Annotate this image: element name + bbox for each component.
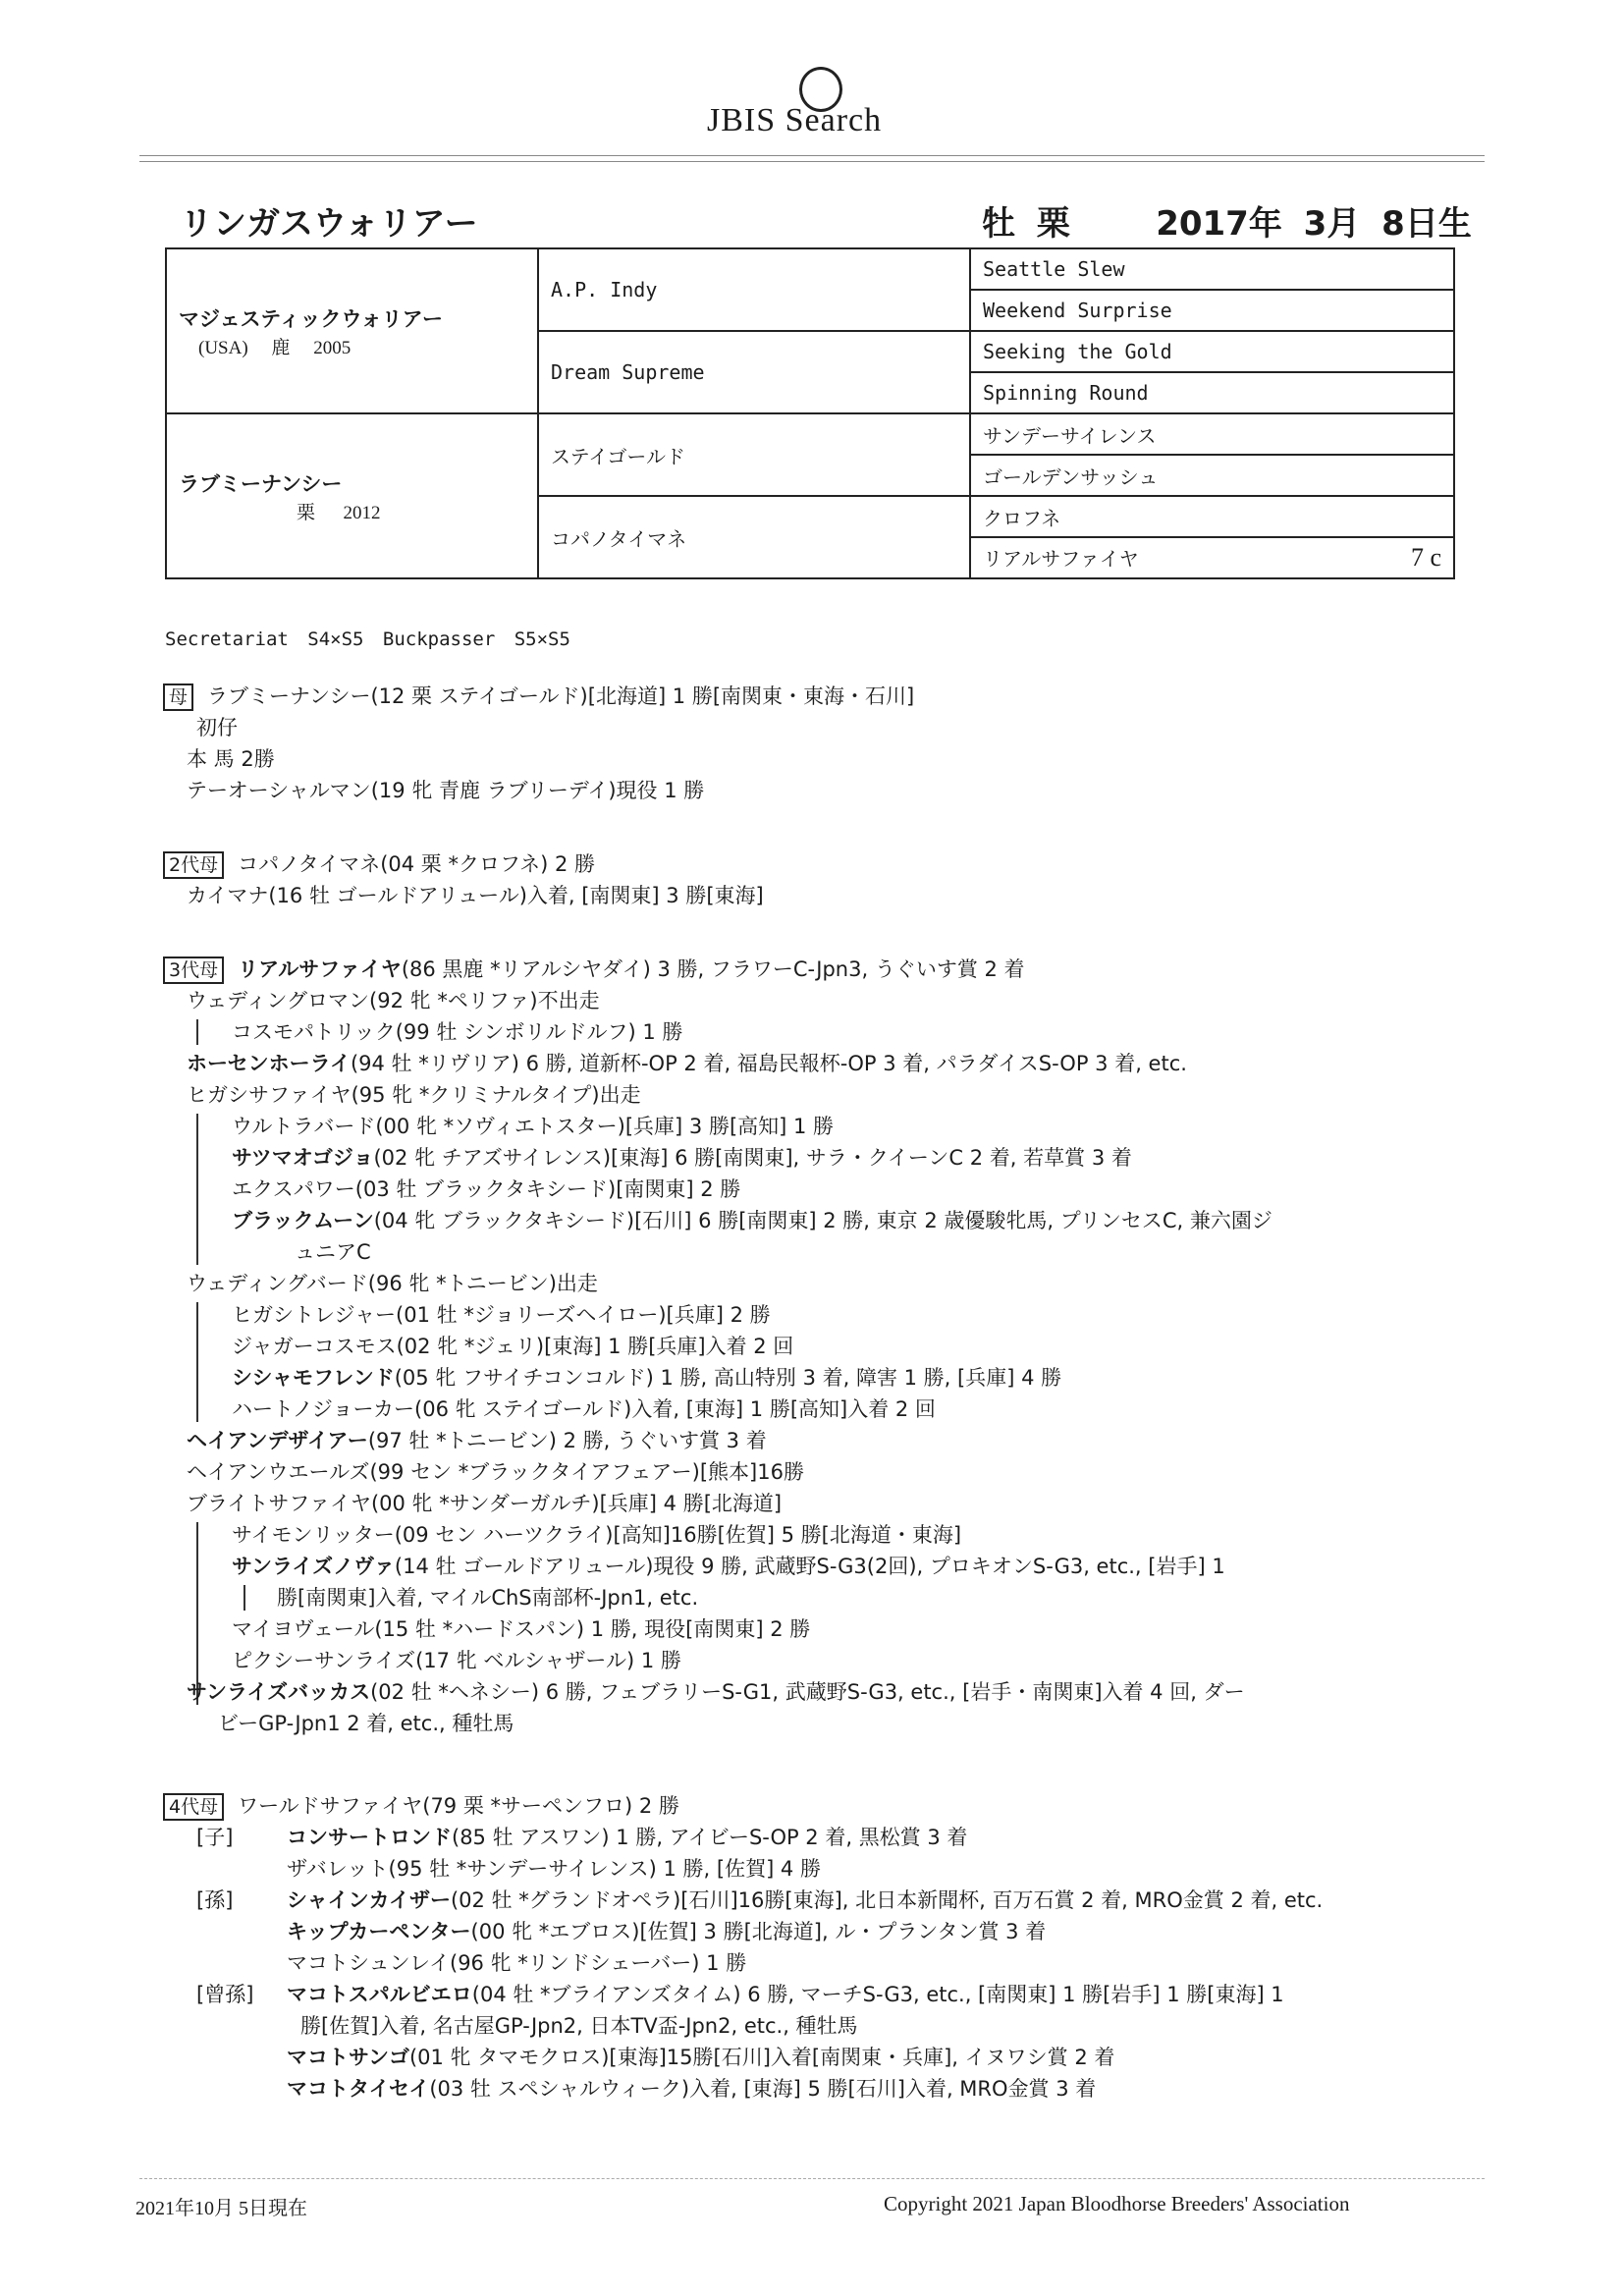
list-item: サンライズバッカス(02 牡 *ヘネシー) 6 勝, フェブラリーS-G1, 武蔵野S-G3, etc., [岩手・南関東]入着 4 回, ダー [187, 1680, 1245, 1704]
list-item: ハートノジョーカー(06 牝 ステイゴールド)入着, [東海] 1 勝[高知]入着 2 回 [232, 1397, 936, 1421]
list-item: ブライトサファイヤ(00 牝 *サンダーガルチ)[兵庫] 4 勝[北海道] [187, 1492, 783, 1515]
horse-info: 牡 栗 2017年 3月 8日生 [982, 204, 1472, 244]
header-rule [139, 155, 1485, 156]
list-item: マコトスパルビエロ(04 牡 *ブライアンズタイム) 6 勝, マーチS-G3, etc., [南関東] 1 勝[岩手] 1 勝[東海] 1 [287, 1983, 1284, 2006]
pedigree-table [165, 247, 1455, 579]
tree-bar [196, 1019, 198, 1045]
list-item: ュニアC [295, 1240, 371, 1264]
list-item: マイヨヴェール(15 牡 *ハードスパン) 1 勝, 現役[南関東] 2 勝 [232, 1617, 811, 1641]
tree-bar [196, 1114, 198, 1265]
list-item: 勝[南関東]入着, マイルChS南部杯-Jpn1, etc. [277, 1586, 699, 1610]
list-item: サンライズノヴァ(14 牡 ゴールドアリュール)現役 9 勝, 武蔵野S-G3(2回), プロキオンS-G3, etc., [岩手] 1 [232, 1555, 1225, 1578]
section-4th-dam: 4代母 ワールドサファイヤ(79 栗 *サーペンフロ) 2 勝 [163, 1791, 679, 1821]
tree-bar [244, 1585, 245, 1611]
gen3-cell: リアルサファイヤ 7 c [970, 537, 1454, 578]
list-item: コスモパトリック(99 牡 シンボリルドルフ) 1 勝 [232, 1020, 683, 1044]
list-item: ビーGP-Jpn1 2 着, etc., 種牡馬 [218, 1712, 514, 1735]
list-item: ウルトラバード(00 牝 *ソヴィエトスター)[兵庫] 3 勝[高知] 1 勝 [232, 1115, 835, 1138]
generation-label: [孫] [196, 1888, 234, 1912]
footer-copyright: Copyright 2021 Japan Bloodhorse Breeders' Association [884, 2192, 1350, 2215]
list-item: サツマオゴジョ(02 牝 チアズサイレンス)[東海] 6 勝[南関東], サラ・クイーンC 2 着, 若草賞 3 着 [232, 1146, 1132, 1170]
gen3-cell: Spinning Round [970, 372, 1454, 413]
family-number: 7 c [1410, 543, 1441, 572]
list-item: マコトサンゴ(01 牝 タマモクロス)[東海]15勝[石川]入着[南関東・兵庫], イヌワシ賞 2 着 [287, 2046, 1115, 2069]
gen3-cell: Seeking the Gold [970, 331, 1454, 372]
jbis-logo: JBIS Search [707, 102, 882, 139]
section-dam: 母 ラブミーナンシー(12 栗 ステイゴールド)[北海道] 1 勝[南関東・東海・石川] [163, 682, 914, 711]
tree-bar [196, 1302, 198, 1422]
list-item: エクスパワー(03 牡 ブラックタキシード)[南関東] 2 勝 [232, 1177, 741, 1201]
list-item: ジャガーコスモス(02 牝 *ジェリ)[東海] 1 勝[兵庫]入着 2 回 [232, 1335, 794, 1358]
inbreeding-note: Secretariat S4×S5 Buckpasser S5×S5 [165, 629, 570, 650]
gen2-cell: Dream Supreme [538, 331, 970, 413]
list-item: ピクシーサンライズ(17 牝 ベルシャザール) 1 勝 [232, 1649, 681, 1672]
list-item: コンサートロンド(85 牡 アスワン) 1 勝, アイビーS-OP 2 着, 黒松賞 3 着 [287, 1826, 968, 1849]
list-item: カイマナ(16 牡 ゴールドアリュール)入着, [南関東] 3 勝[東海] [187, 884, 764, 907]
list-item: テーオーシャルマン(19 牝 青鹿 ラブリーデイ)現役 1 勝 [187, 779, 705, 802]
horse-name: リンガスウォリアー [180, 204, 478, 244]
magnifier-icon [799, 67, 842, 112]
generation-label: [曾孫] [196, 1983, 254, 2006]
gen3-cell: サンデーサイレンス [970, 413, 1454, 455]
footer-rule [139, 2178, 1485, 2179]
list-item: ウェディングロマン(92 牝 *ペリファ)不出走 [187, 989, 600, 1012]
list-item: ヘイアンウエールズ(99 セン *ブラックタイアフェアー)[熊本]16勝 [187, 1460, 804, 1484]
list-item: 本 馬 2勝 [187, 747, 275, 771]
sire-cell: マジェスティックウォリアー (USA) 鹿 2005 [166, 248, 538, 413]
generation-label: [子] [196, 1826, 234, 1849]
list-item: サイモンリッター(09 セン ハーツクライ)[高知]16勝[佐賀] 5 勝[北海道・東海] [232, 1523, 962, 1547]
gen2-cell: ステイゴールド [538, 413, 970, 496]
list-item: 初仔 [196, 716, 238, 739]
list-item: 勝[佐賀]入着, 名古屋GP-Jpn2, 日本TV盃-Jpn2, etc., 種牡馬 [300, 2014, 858, 2038]
list-item: ヒガシサファイヤ(95 牝 *クリミナルタイプ)出走 [187, 1083, 641, 1107]
header-rule-2 [139, 161, 1485, 162]
list-item: ホーセンホーライ(94 牡 *リヴリア) 6 勝, 道新杯-OP 2 着, 福島民報杯-OP 3 着, パラダイスS-OP 3 着, etc. [187, 1052, 1187, 1075]
list-item: シシャモフレンド(05 牝 フサイチコンコルド) 1 勝, 高山特別 3 着, 障害 1 勝, [兵庫] 4 勝 [232, 1366, 1062, 1390]
list-item: マコトタイセイ(03 牡 スペシャルウィーク)入着, [東海] 5 勝[石川]入着, MRO金賞 3 着 [287, 2077, 1097, 2101]
list-item: シャインカイザー(02 牡 *グランドオペラ)[石川]16勝[東海], 北日本新聞杯, 百万石賞 2 着, MRO金賞 2 着, etc. [287, 1888, 1324, 1912]
list-item: ヒガシトレジャー(01 牡 *ジョリーズヘイロー)[兵庫] 2 勝 [232, 1303, 771, 1327]
list-item: キップカーペンター(00 牝 *エブロス)[佐賀] 3 勝[北海道], ル・プランタン賞 3 着 [287, 1920, 1047, 1943]
gen3-cell: クロフネ [970, 496, 1454, 537]
gen2-cell: A.P. Indy [538, 248, 970, 331]
section-2nd-dam: 2代母 コパノタイマネ(04 栗 *クロフネ) 2 勝 [163, 849, 595, 879]
list-item: マコトシュンレイ(96 牝 *リンドシェーバー) 1 勝 [287, 1951, 747, 1975]
gen3-cell: Weekend Surprise [970, 290, 1454, 331]
footer-date: 2021年10月 5日現在 [135, 2198, 307, 2219]
list-item: ヘイアンデザイアー(97 牡 *トニービン) 2 勝, うぐいす賞 3 着 [187, 1429, 767, 1452]
gen2-cell: コパノタイマネ [538, 496, 970, 578]
list-item: ブラックムーン(04 牝 ブラックタキシード)[石川] 6 勝[南関東] 2 勝, 東京 2 歳優駿牝馬, プリンセスC, 兼六園ジ [232, 1209, 1272, 1232]
dam-cell: ラブミーナンシー 栗 2012 [166, 413, 538, 578]
list-item: ザバレット(95 牡 *サンデーサイレンス) 1 勝, [佐賀] 4 勝 [287, 1857, 821, 1881]
gen3-cell: Seattle Slew [970, 248, 1454, 290]
list-item: ウェディングバード(96 牝 *トニービン)出走 [187, 1272, 598, 1295]
section-3rd-dam: 3代母 リアルサファイヤ(86 黒鹿 *リアルシヤダイ) 3 勝, フラワーC-Jpn3, うぐいす賞 2 着 [163, 955, 1025, 984]
gen3-cell: ゴールデンサッシュ [970, 455, 1454, 496]
